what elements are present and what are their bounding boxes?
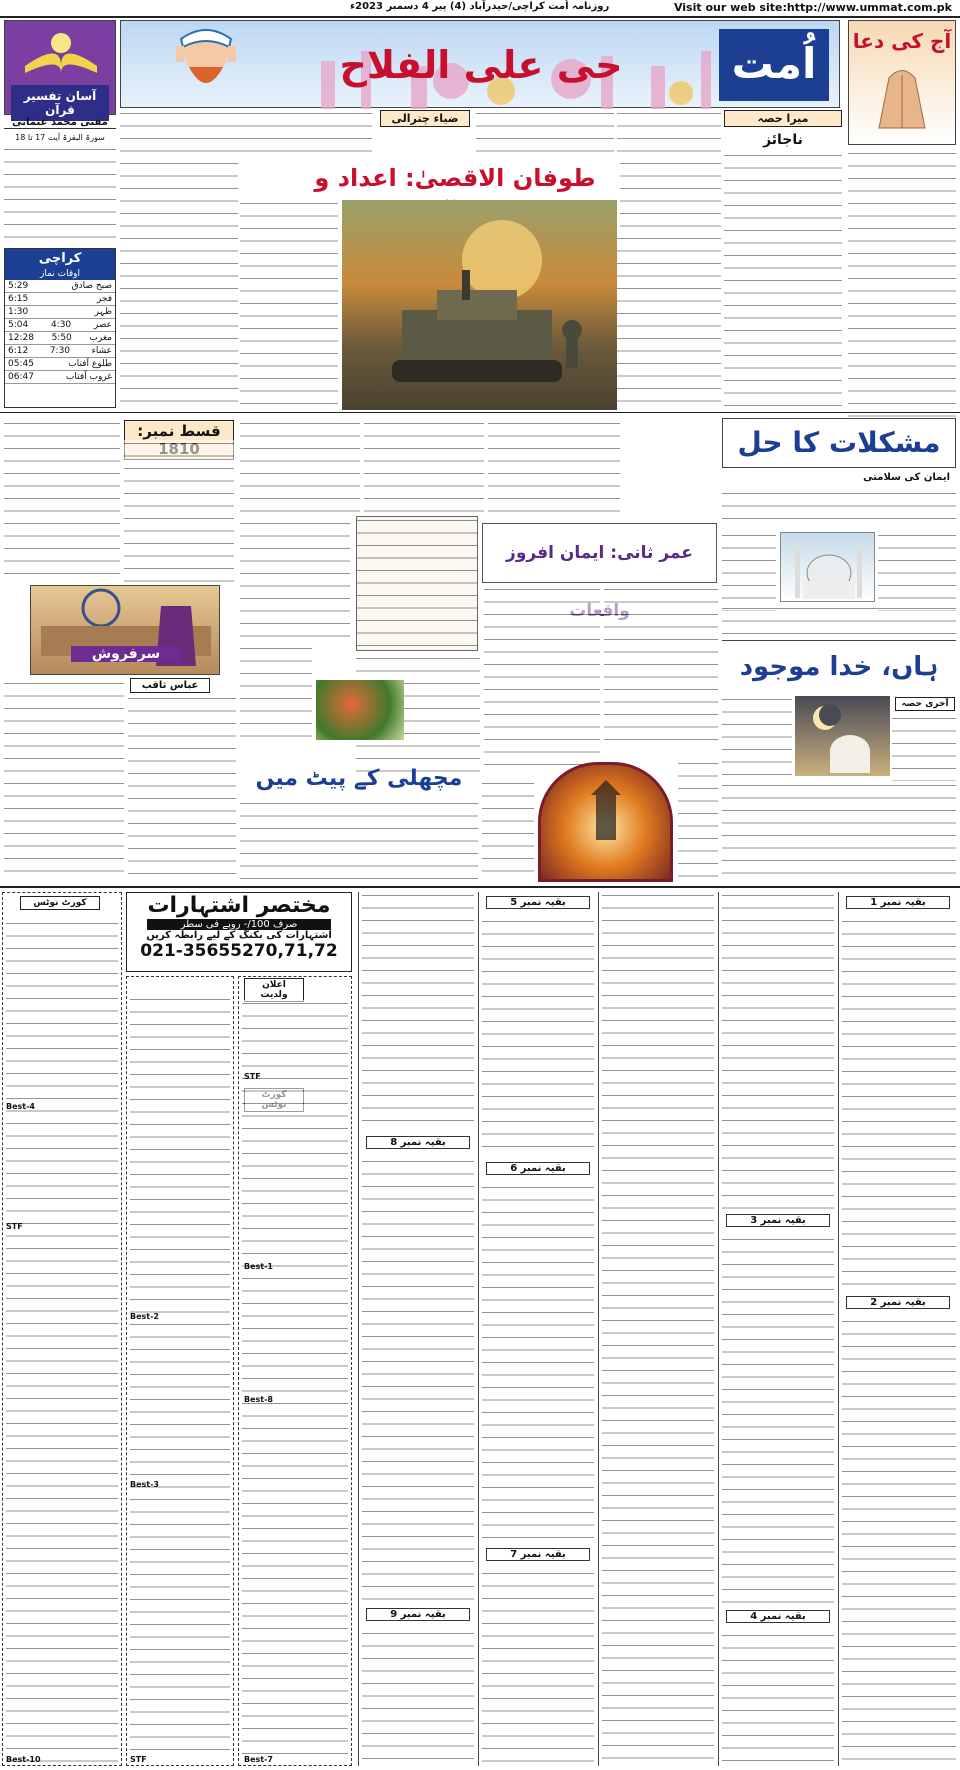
mera-hissa-label: میرا حصہ [724,110,842,127]
classifieds-booking: اشتہارات کی بکنگ کے لیے رابطہ کریں [146,930,332,941]
umar-sani-banner [482,523,717,583]
main-story-photo [342,200,617,410]
continuation-6: بقیہ نمبر 6 [486,1162,590,1175]
mushkilat-banner [722,418,956,468]
best-code-3: Best-2 [130,1312,159,1321]
best-code-7: Best-10 [6,1755,41,1764]
najaiz-subhead: ناجائز [763,132,803,148]
prayer-subtitle: اوقات نماز [5,268,115,280]
praying-hands-icon [849,53,955,133]
prayer-time: 06:47 [8,372,34,382]
prayer-time-extra: 6:12 [8,346,29,356]
prayer-time-extra: 12:28 [8,333,34,343]
continuation-4: بقیہ نمبر 4 [726,1610,830,1623]
best-code-4: Best-8 [244,1395,273,1404]
tafseer-title: آسان تفسیر قرآن [11,85,109,121]
prayer-time: 1:30 [8,307,29,317]
muezzin-illustration [151,21,261,109]
continuation-3: بقیہ نمبر 3 [726,1214,830,1227]
prayer-row [5,280,115,293]
crescent-mosque-photo [795,696,890,776]
sarfarosh-title: سرفروش [71,646,181,662]
tafseer-box [4,20,116,115]
qist-title: قسط نمبر: [124,420,234,460]
prayer-name: مغرب [89,333,112,343]
prayer-times-box [4,248,116,408]
qist-author: عباس ثاقب [130,678,210,693]
continuation-5: بقیہ نمبر 5 [486,896,590,909]
prayer-time: 5:29 [8,281,29,291]
crescent-moon-icon [795,696,890,776]
prayer-row [5,306,115,319]
prayer-times-table [5,280,115,384]
dateline: روزنامہ اُمت کراچی/حیدرآباد (4) پیر 4 دسمبر 2023ء [350,1,610,12]
machli-headline: مچھلی کے پیٹ میں [255,766,463,791]
website-url[interactable]: Visit our web site:http://www.ummat.com.pk [673,1,952,14]
prayer-row [5,371,115,384]
continuation-8: بقیہ نمبر 8 [366,1136,470,1149]
flower-photo [316,680,404,740]
masthead-slogan: حی علی الفلاح [339,43,623,87]
prayer-time: 5:50 [51,333,72,343]
book-icon [5,21,117,81]
prayer-name: عشاء [91,346,112,356]
stf-code-3: STF [130,1755,147,1764]
prayer-time-extra: 5:04 [8,320,29,330]
masthead-logo[interactable]: اُمت [719,29,829,101]
prayer-row [5,332,115,345]
court-notice-label: کورٹ نوٹس [20,896,100,910]
mosque-photo [780,532,875,602]
continuation-1: بقیہ نمبر 1 [846,896,950,909]
khuda-headline: ہاں، خدا موجود [739,652,939,682]
best-code-5: Best-3 [130,1480,159,1489]
prayer-row [5,319,115,332]
khuda-banner [722,640,956,695]
quote-box [356,516,478,651]
tafseer-author: مفتی محمد عثمانی [4,117,116,129]
stf-code-2: STF [244,1072,261,1081]
surah-line: سورۃ البقرۃ آیت 17 تا 18 [15,133,105,142]
mosque-icon [781,533,876,603]
continuation-7: بقیہ نمبر 7 [486,1548,590,1561]
prayer-name: صبح صادق [71,281,112,291]
sarfarosh-art [31,586,221,676]
prayer-time: 4:30 [50,320,72,330]
prayer-name: فجر [96,294,112,304]
mushkilat-headline: مشکلات کا حل [737,426,941,459]
main-headline: طوفان الاقصیٰ: اعداد و [290,160,620,232]
prayer-name: غروب آفتاب [65,372,112,382]
mushkilat-sub: ایمان کی سلامتی [863,472,950,483]
dua-box [848,20,956,145]
lantern-photo [538,762,673,882]
prayer-row [5,358,115,371]
continuation-9: بقیہ نمبر 9 [366,1608,470,1621]
prayer-city: کراچی [5,249,115,268]
main-story-byline: ضیاء چترالی [380,110,470,127]
tank-image [342,200,617,410]
prayer-row [5,345,115,358]
top-bar [0,0,960,16]
classifieds-header [126,892,352,972]
best-code-2: Best-1 [244,1262,273,1271]
best-code-6: Best-7 [244,1755,273,1764]
best-code-1: Best-4 [6,1102,35,1111]
prayer-row [5,293,115,306]
classifieds-rate: صرف 100/- روپے فی سطر [147,919,331,930]
prayer-time: 7:30 [49,346,71,356]
lantern-icon [541,765,671,880]
prayer-time: 05:45 [8,359,34,369]
masthead [120,20,840,108]
dua-title: آج کی دعا [852,29,952,53]
classifieds-phone[interactable]: 021-35655270,71,72 [140,941,338,961]
continuation-2: بقیہ نمبر 2 [846,1296,950,1309]
classifieds-title: مختصر اشتہارات [147,893,331,918]
prayer-name: عصر [93,320,112,330]
stf-code-1: STF [6,1222,23,1231]
sarfarosh-banner [30,585,220,675]
prayer-time: 6:15 [8,294,29,304]
prayer-name: ظہر [94,307,112,317]
khuda-label: آخری حصہ [895,697,955,711]
umar-sani-headline: عمر ثانی: ایمان افروز [506,543,693,563]
prayer-name: طلوع آفتاب [68,359,112,369]
walidiyat-label: اعلان ولدیت [244,978,304,1002]
